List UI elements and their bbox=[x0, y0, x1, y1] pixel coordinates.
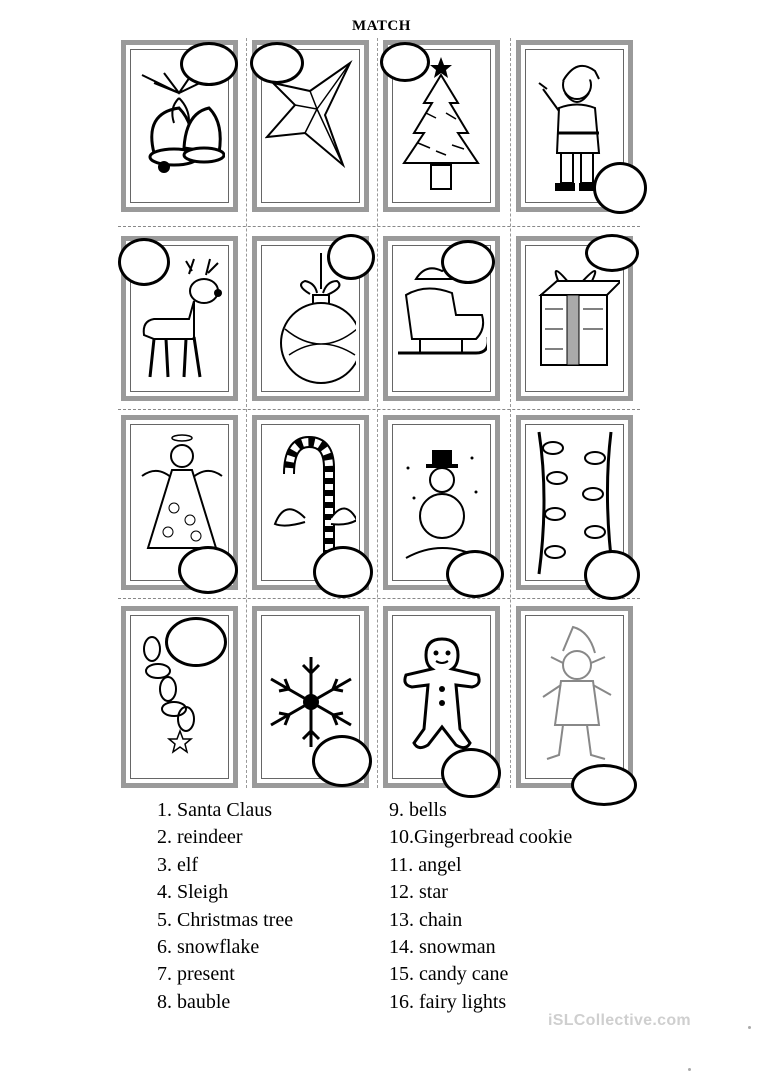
answer-circle[interactable] bbox=[118, 238, 170, 286]
worksheet-title: MATCH bbox=[352, 18, 411, 34]
word-item: 5. Christmas tree bbox=[157, 908, 294, 931]
word-item: 3. elf bbox=[157, 853, 199, 876]
word-item: 10.Gingerbread cookie bbox=[389, 826, 573, 849]
answer-circle[interactable] bbox=[593, 162, 647, 214]
answer-circle[interactable] bbox=[312, 735, 372, 787]
decorative-dot bbox=[688, 1068, 691, 1071]
word-item: 13. chain bbox=[389, 908, 463, 931]
decorative-dot bbox=[748, 1026, 751, 1029]
elf-icon bbox=[529, 619, 620, 775]
word-list-left bbox=[157, 797, 293, 1016]
word-item: 15. candy cane bbox=[389, 963, 509, 986]
cut-line bbox=[377, 38, 378, 788]
word-item: 11. angel bbox=[389, 853, 462, 876]
answer-circle[interactable] bbox=[327, 234, 375, 280]
word-item: 12. star bbox=[389, 881, 448, 904]
answer-circle[interactable] bbox=[446, 550, 504, 598]
answer-circle[interactable] bbox=[441, 240, 495, 284]
cut-line bbox=[118, 598, 640, 599]
word-item: 16. fairy lights bbox=[389, 990, 507, 1013]
answer-circle[interactable] bbox=[380, 42, 430, 82]
answer-circle[interactable] bbox=[585, 234, 639, 272]
word-item: 7. present bbox=[157, 963, 235, 986]
word-item: 2. reindeer bbox=[157, 826, 243, 849]
word-item: 4. Sleigh bbox=[157, 881, 229, 904]
answer-circle[interactable] bbox=[571, 764, 637, 806]
picture-card-elf bbox=[516, 606, 633, 788]
word-item: 1. Santa Claus bbox=[157, 799, 272, 821]
word-item: 14. snowman bbox=[389, 936, 496, 959]
answer-circle[interactable] bbox=[250, 42, 304, 84]
word-list-right bbox=[389, 797, 572, 1016]
cut-line bbox=[246, 38, 247, 788]
answer-circle[interactable] bbox=[313, 546, 373, 598]
word-item: 9. bells bbox=[389, 799, 447, 821]
word-item: 6. snowflake bbox=[157, 936, 260, 959]
answer-circle[interactable] bbox=[584, 550, 640, 600]
word-item: 8. bauble bbox=[157, 990, 231, 1013]
answer-circle[interactable] bbox=[178, 546, 238, 594]
answer-circle[interactable] bbox=[441, 748, 501, 798]
cut-line bbox=[510, 38, 511, 788]
cut-line bbox=[118, 409, 640, 410]
answer-circle[interactable] bbox=[165, 617, 227, 667]
cut-line bbox=[118, 226, 640, 227]
answer-circle[interactable] bbox=[180, 42, 238, 86]
watermark: iSLCollective.com bbox=[548, 1012, 691, 1029]
